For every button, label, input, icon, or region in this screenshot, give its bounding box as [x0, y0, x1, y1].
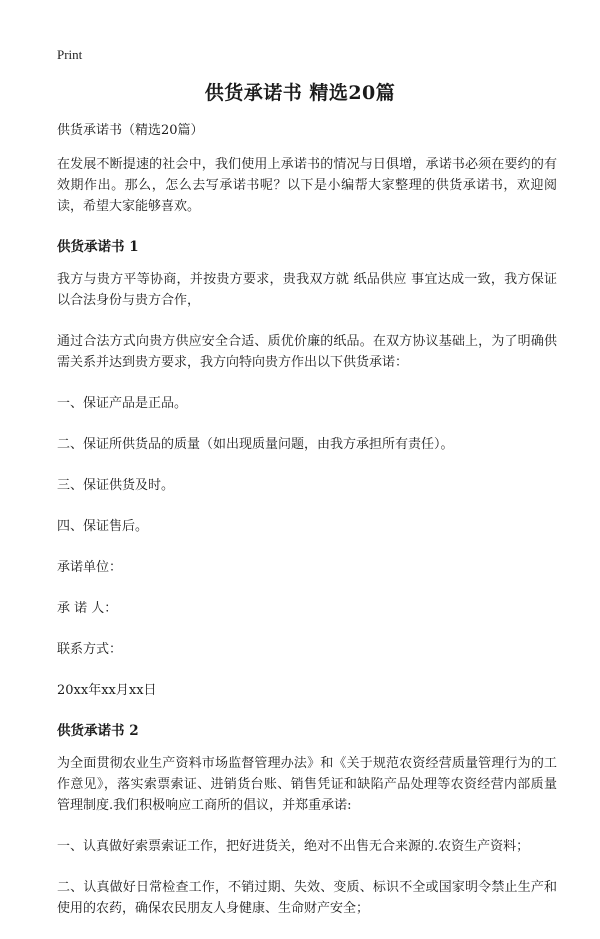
document-title: 供货承诺书 精选20篇	[204, 82, 396, 104]
section-1-paragraph: 我方与贵方平等协商，并按贵方要求，贵我双方就 纸品供应 事宜达成一致，我方保证以合法身份与贵方合作，	[57, 272, 557, 308]
document-subtitle: 供货承诺书（精选20篇）	[57, 123, 204, 138]
section-1-paragraph: 四、保证售后。	[57, 519, 149, 534]
section-1-paragraph: 通过合法方式向贵方供应安全合适、质优价廉的纸品。在双方协议基础上，为了明确供需关系并达到贵方要求，我方向特向贵方作出以下供货承诺：	[57, 334, 557, 370]
section-2-paragraph: 二、认真做好日常检查工作，不销过期、失效、变质、标识不全或国家明令禁止生产和使用的农药，确保农民朋友人身健康、生命财产安全；	[57, 880, 557, 916]
section-1-paragraph: 二、保证所供货品的质量（如出现质量问题，由我方承担所有责任）。	[57, 437, 454, 452]
intro-paragraph: 在发展不断提速的社会中，我们使用上承诺书的情况与日俱增，承诺书必须在要约的有效期作出。那么，怎么去写承诺书呢？以下是小编帮大家整理的供货承诺书，欢迎阅读，希望大家能够喜欢。	[57, 157, 557, 214]
section-1-paragraph: 承 诺 人：	[57, 601, 118, 616]
section-1-paragraph: 一、保证产品是正品。	[57, 396, 188, 411]
section-heading-1: 供货承诺书 1	[57, 239, 139, 255]
section-1-date: 20xx年xx月xx日	[57, 683, 157, 698]
section-2-paragraph: 为全面贯彻农业生产资料市场监督管理办法》和《关于规范农资经营质量管理行为的工作意见》，落实索票索证、进销货台账、销售凭证和缺陷产品处理等农资经营内部质量管理制度.我们积极响应工商所的倡议，并郑重承诺:	[57, 756, 557, 813]
section-1-paragraph: 三、保证供货及时。	[57, 478, 175, 493]
section-heading-2: 供货承诺书 2	[57, 723, 139, 739]
print-link[interactable]: Print	[57, 47, 83, 62]
section-2-paragraph: 一、认真做好索票索证工作，把好进货关，绝对不出售无合来源的.农资生产资料；	[57, 839, 530, 854]
section-1-paragraph: 承诺单位：	[57, 560, 123, 575]
document-body	[57, 120, 557, 939]
section-1-paragraph: 联系方式：	[57, 642, 123, 657]
